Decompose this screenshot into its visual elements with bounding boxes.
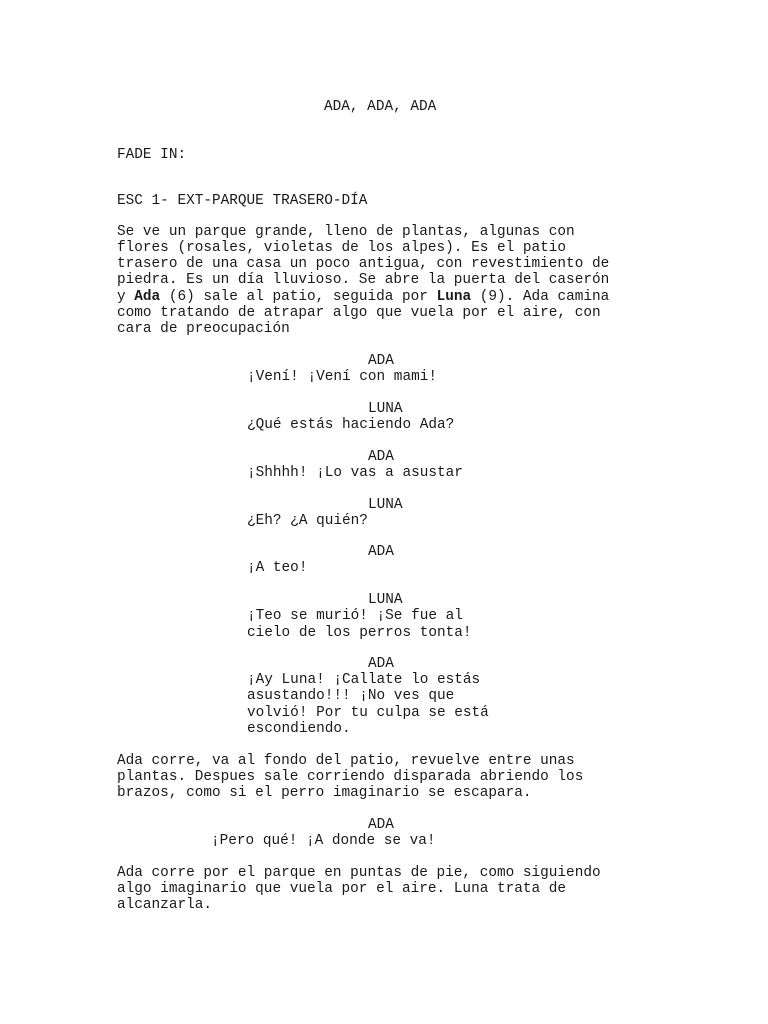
dialogue-line: cielo de los perros tonta! <box>247 625 472 641</box>
action-line: como tratando de atrapar algo que vuela por el aire, con <box>117 305 601 321</box>
action-line: alcanzarla. <box>117 897 212 913</box>
action-line: trasero de una casa un poco antigua, con revestimiento de <box>117 256 610 272</box>
dialogue-line: volvió! Por tu culpa se está <box>247 705 489 721</box>
dialogue-line: ¡A teo! <box>247 560 308 576</box>
character-cue: ADA <box>368 449 394 465</box>
dialogue-line: ¿Qué estás haciendo Ada? <box>247 417 455 433</box>
dialogue-line: ¡Pero qué! ¡A donde se va! <box>211 833 436 849</box>
transition: FADE IN: <box>117 147 187 163</box>
action-line: Ada corre, va al fondo del patio, revuelve entre unas <box>117 753 575 769</box>
action-text: (9). Ada camina <box>471 289 610 305</box>
script-title: ADA, ADA, ADA <box>324 99 437 115</box>
action-line: piedra. Es un día lluvioso. Se abre la puerta del caserón <box>117 272 610 288</box>
dialogue-line: escondiendo. <box>247 721 351 737</box>
character-name-luna: Luna <box>436 289 472 305</box>
dialogue-line: ¡Teo se murió! ¡Se fue al <box>247 608 463 624</box>
character-cue: LUNA <box>368 592 403 608</box>
action-line: Ada corre por el parque en puntas de pie, como siguiendo <box>117 865 601 881</box>
action-line: brazos, como si el perro imaginario se escapara. <box>117 785 532 801</box>
character-cue: ADA <box>368 353 394 369</box>
dialogue-line: asustando!!! ¡No ves que <box>247 688 455 704</box>
dialogue-line: ¡Vení! ¡Vení con mami! <box>247 369 437 385</box>
character-cue: LUNA <box>368 497 403 513</box>
dialogue-line: ¡Ay Luna! ¡Callate lo estás <box>247 672 481 688</box>
action-line: cara de preocupación <box>117 321 290 337</box>
character-cue: ADA <box>368 656 394 672</box>
character-cue: ADA <box>368 817 394 833</box>
action-line: flores (rosales, violetas de los alpes). Es el patio <box>117 240 567 256</box>
character-cue: ADA <box>368 544 394 560</box>
dialogue-line: ¿Eh? ¿A quién? <box>247 513 368 529</box>
action-line <box>117 289 609 305</box>
action-text: y <box>117 289 135 305</box>
character-cue: LUNA <box>368 401 403 417</box>
dialogue-line: ¡Shhhh! ¡Lo vas a asustar <box>247 465 463 481</box>
scene-heading: ESC 1- EXT-PARQUE TRASERO-DÍA <box>117 193 368 209</box>
character-name-ada: Ada <box>134 289 161 305</box>
action-line: algo imaginario que vuela por el aire. Luna trata de <box>117 881 567 897</box>
action-text: (6) sale al patio, seguida por <box>160 289 437 305</box>
action-line: plantas. Despues sale corriendo disparada abriendo los <box>117 769 584 785</box>
action-line: Se ve un parque grande, lleno de plantas, algunas con <box>117 224 575 240</box>
